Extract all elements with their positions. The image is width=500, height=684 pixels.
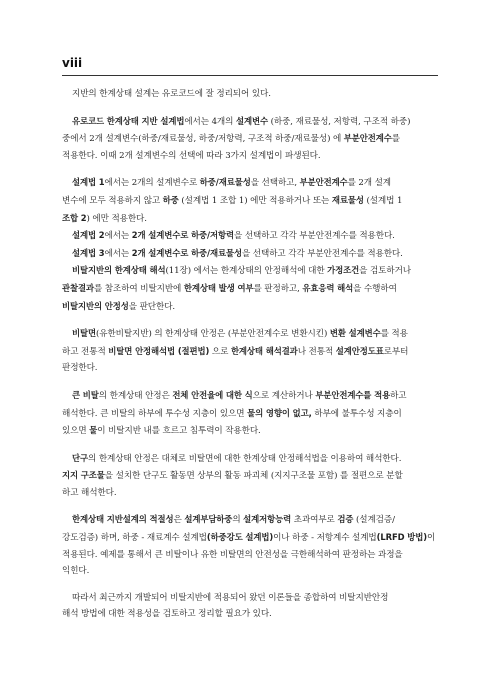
- bold-text: 부분안전계수를 적용: [315, 389, 391, 400]
- bold-text: (LRFD 방법): [376, 532, 427, 543]
- text-run: 이나 하중 - 저항계수 설계법: [273, 533, 377, 544]
- text-run: 의: [232, 515, 244, 526]
- bold-text: 부분안전계수: [299, 177, 348, 188]
- bold-text: 한계상태 지반 설계법: [106, 115, 185, 126]
- text-run: 해석 방법에 대한 적용성을 검토하고 정리할 필요가 있다.: [62, 609, 272, 620]
- bold-text: 유로코드: [72, 115, 107, 126]
- text-line: [62, 529, 438, 547]
- text-run: 을 수행하여: [353, 283, 397, 294]
- bold-text: 재료물성: [331, 194, 364, 205]
- text-run: 이: [426, 533, 436, 544]
- text-line: [62, 245, 438, 263]
- text-line: [62, 547, 438, 564]
- text-run: 에서는 4개의: [184, 116, 236, 127]
- bold-text: 비탈지반의 한계상태 해석: [72, 265, 166, 276]
- text-run: 하고: [390, 390, 407, 401]
- text-run: 중에서 2개 설계변수(하중/재료물성, 하중/저항력, 구조적 하중/재료물성) 에: [62, 134, 344, 145]
- page-number: viii: [62, 56, 83, 70]
- text-run: 이 비탈지반 내를 흐르고 침투력이 작용한다.: [97, 426, 261, 437]
- text-line: [62, 325, 438, 343]
- text-run: (11장) 에서는 한계상태의 안정해석에 대한: [165, 266, 328, 277]
- text-line: [62, 86, 438, 103]
- bold-text: 검증: [337, 514, 354, 525]
- text-run: (설계검증/: [353, 515, 395, 526]
- text-run: 를: [391, 134, 400, 145]
- text-line: [62, 343, 438, 361]
- paragraph: [62, 450, 438, 502]
- text-run: 변수에 모두 적용하지 않고: [62, 195, 163, 206]
- text-run: 의 한계상태 안정은: [98, 390, 173, 401]
- bold-text: 한계상태 지반설계의 적절성: [72, 514, 174, 525]
- text-run: 을 검토하거나: [359, 266, 411, 277]
- text-run: 은: [173, 515, 185, 526]
- text-line: [62, 113, 438, 131]
- text-line: [62, 360, 438, 377]
- text-run: 강도검증) 하며, 하중 - 재료계수 설계법: [62, 533, 207, 544]
- text-run: 으로: [209, 346, 231, 357]
- text-run: 을 설치한 단구도 활동면 상부의 활동 파괴체 (지지구조물 포함) 를 절편으로 분할: [104, 471, 403, 482]
- bold-text: 설계부담하중: [184, 514, 233, 525]
- text-run: 으로 계산하거나: [252, 390, 316, 401]
- paragraph: [62, 86, 438, 103]
- bold-text: 물: [89, 425, 98, 436]
- text-run: 을 선택하고 각각 부분안전계수를 적용한다.: [233, 231, 395, 242]
- bold-text: 2개 설계변수로 하중/재료물성: [131, 247, 242, 258]
- text-line: [62, 298, 438, 316]
- bold-text: 비탈지반의 안정성: [62, 300, 129, 311]
- text-run: 하고 전통적: [62, 346, 109, 357]
- text-run: 따라서 최근까지 개발되어 비탈지반에 적용되어 왔던 이론들을 종합하여 비탈지반안정: [72, 592, 389, 603]
- text-line: [62, 130, 438, 148]
- text-line: [62, 422, 438, 440]
- bold-text: 단구: [72, 452, 88, 463]
- paragraph: [62, 387, 438, 440]
- text-run: (유한비탈지반) 의 한계상태 안정은 (부분안전계수로 변환시킨): [95, 329, 330, 340]
- text-run: (설계법 1 조합 1) 에만 적용하거나 또는: [178, 195, 332, 206]
- text-line: [62, 210, 438, 228]
- bold-text: 설계법 3: [72, 247, 105, 258]
- text-line: [62, 467, 438, 485]
- bold-text: 설계저항능력: [243, 514, 292, 525]
- paragraph: [62, 325, 438, 377]
- text-run: 적용한다. 이때 2개 설계변수의 선택에 따라 3가지 설계법이 파생된다.: [62, 150, 321, 161]
- bold-text: 큰 비탈: [72, 389, 99, 400]
- text-line: [62, 174, 438, 192]
- bold-text: 비탈면 안정해석법 (절편법): [108, 345, 210, 356]
- paragraph: [62, 174, 438, 262]
- text-run: 익힌다.: [62, 566, 90, 577]
- text-run: 초과여부로: [291, 515, 338, 526]
- paragraph: [62, 590, 438, 623]
- bold-text: 설계법 2: [72, 230, 105, 241]
- text-line: [62, 485, 438, 502]
- bold-text: 설계법 1: [72, 177, 105, 188]
- text-run: (설계법 1: [363, 195, 403, 206]
- text-run: 을 선택하고,: [250, 178, 300, 189]
- text-line: [62, 590, 438, 607]
- bold-text: 2개 설계변수로 하중/저항력: [131, 230, 234, 241]
- text-run: 에서는 2개의 설계변수로: [104, 178, 200, 189]
- bold-text: (하중강도 설계법): [206, 532, 274, 543]
- bold-text: 물의 영향이 없고,: [247, 407, 312, 418]
- bold-text: 하중: [162, 194, 179, 205]
- text-line: [62, 148, 438, 165]
- bold-text: 전체 안전율에 대한 식: [172, 389, 253, 400]
- text-run: 로부터: [383, 346, 409, 357]
- text-run: 의 한계상태 안정은 대체로 비탈면에 대한 한계상태 안정해석법을 이용하여 해석한다.: [87, 453, 402, 464]
- text-line: [62, 511, 438, 529]
- bold-text: 한계상태 해석결과: [230, 345, 298, 356]
- bold-text: 가정조건: [327, 265, 360, 276]
- text-run: (하중, 재료물성, 저항력, 구조적 하중): [267, 116, 411, 127]
- text-line: [62, 563, 438, 580]
- paragraph: [62, 511, 438, 579]
- text-line: [62, 606, 438, 623]
- text-run: 하고 해석한다.: [62, 487, 117, 498]
- text-line: [62, 280, 438, 298]
- text-run: 해석한다. 큰 비탈의 하부에 투수성 지층이 있으면: [62, 408, 248, 419]
- text-run: 판정한다.: [62, 363, 98, 374]
- text-run: 에서는: [104, 248, 132, 259]
- bold-text: 부분안전계수: [343, 133, 392, 144]
- text-run: 를 판정하고,: [253, 283, 303, 294]
- text-line: [62, 227, 438, 245]
- text-run: 적용된다. 예제를 통해서 큰 비탈이나 유한 비탈면의 안전성을 극한해석하여 판정하는 과정을: [62, 549, 403, 560]
- text-run: 에서는: [104, 231, 132, 242]
- text-line: [62, 262, 438, 280]
- bold-text: 변환 설계변수: [329, 328, 381, 339]
- text-run: 지반의 한계상태 설계는 유로코드에 잘 정리되어 있다.: [72, 89, 271, 99]
- text-line: [62, 192, 438, 210]
- bold-text: 지지 구조물: [62, 470, 105, 481]
- text-run: 를 적용: [380, 329, 408, 340]
- text-run: 을 선택하고 각각 부분안전계수를 적용한다.: [241, 248, 403, 259]
- text-run: 나 전통적: [297, 346, 336, 357]
- text-run: 를 2개 설계: [347, 178, 391, 189]
- paragraph: [62, 262, 438, 315]
- bold-text: 유효응력 해석: [302, 282, 354, 293]
- text-line: [62, 387, 438, 405]
- bold-text: 한계상태 발생 여부: [183, 282, 254, 293]
- text-line: [62, 405, 438, 423]
- text-run: 있으면: [62, 426, 90, 437]
- header-rule: [62, 75, 438, 76]
- bold-text: 하중/재료물성: [199, 177, 251, 188]
- bold-text: 조합 2: [62, 212, 87, 223]
- body-text: [62, 86, 438, 633]
- text-run: 을 판단한다.: [128, 301, 176, 312]
- text-run: 하부에 불투수성 지층이: [311, 408, 402, 419]
- text-line: [62, 450, 438, 468]
- text-run: 를 참조하여 비탈지반에: [93, 283, 184, 294]
- paragraph: [62, 113, 438, 165]
- text-run: ) 에만 적용한다.: [86, 213, 147, 224]
- bold-text: 설계안정도표: [335, 345, 384, 356]
- bold-text: 관찰결과: [62, 282, 94, 293]
- bold-text: 설계변수: [235, 115, 268, 126]
- bold-text: 비탈면: [72, 328, 96, 339]
